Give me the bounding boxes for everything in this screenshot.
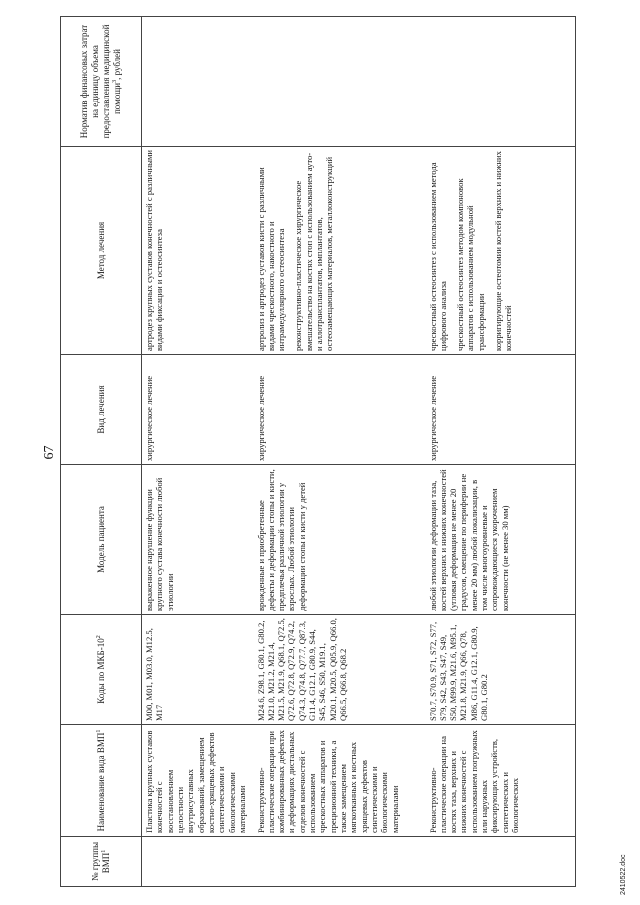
- cell-group: [426, 837, 576, 887]
- cell-group: [254, 837, 426, 887]
- cell-model: выраженное нарушение функции крупного сустава конечности любой этиологии: [142, 465, 254, 615]
- method-item: чрескостный остеосинтез методом компоновок аппаратов с использованием модульной трансформации: [455, 178, 486, 351]
- method-item: реконструктивно-пластическое хирургическое вмешательство на костях стоп с использованием ауто- и аллотрансплантатов, имплантатов, остеозамещающих материалов, металлоконструкций: [293, 152, 335, 351]
- header-codes: Коды по МКБ-$10^2$: [61, 615, 142, 725]
- cell-norm: [254, 17, 426, 147]
- table-row: [254, 17, 426, 887]
- cell-method: [142, 147, 254, 355]
- cell-treatment-type: хирургическое лечение: [142, 355, 254, 465]
- header-norm: Норматив финансовых затрат на единицу объема предоставления медицинской помощи$^3$, рублей: [61, 17, 142, 147]
- cell-codes: M24.6, Z98.1, G80.1, G80.2, M21.0, M21.2, M21.4, M21.5, M21.9, Q68.1, Q72.5, Q72.6, Q72.8, Q72.9, Q74.2, Q74.3, Q74.8, Q77.7, Q87.3, G11.4, G12.1, G80.9, S44, S45, S46, S50, M19.1, M20.1, M20.5, Q05.9, Q66.0, Q66.5, Q66.8, Q68.2: [254, 615, 426, 725]
- header-method: Метод лечения: [61, 147, 142, 355]
- cell-treatment-type: хирургическое лечение: [426, 355, 576, 465]
- method-item: чрескостный остеосинтез с использованием метода цифрового анализа: [427, 162, 448, 351]
- cell-norm: [426, 17, 576, 147]
- header-group: № группы ВМП$^1$: [61, 837, 142, 887]
- table-row: [142, 17, 254, 887]
- method-item: артролиз и артродез суставов кисти с различными видами чрескостного, накостного и интрамедуллярного остеосинтеза: [255, 167, 287, 351]
- footer-filename: 2410522.doc: [620, 854, 627, 895]
- cell-codes: S70.7, S70.9, S71, S72, S77, S79, S42, S43, S47, S49, S50, M99.9, M21.6, M95.1, M21.8, M21.9, Q66, Q78, M86, G11.4, G12.1, G80.9, G80.1, G80.2: [426, 615, 576, 725]
- cell-codes: M00, M01, M03.0, M12.5, M17: [142, 615, 254, 725]
- cell-name: Пластика крупных суставов конечностей с восстановлением целостности внутрисуставных образований, замещением костно-хрящевых дефектов синтетическими и биологическими материалами: [142, 725, 254, 837]
- header-treatment-type: Вид лечения: [61, 355, 142, 465]
- cell-group: [142, 837, 254, 887]
- cell-name: Реконструктивно-пластические операции на костях таза, верхних и нижних конечностей с использованием погружных или наружных фиксирующих устройств, синтетических и биологических: [426, 725, 576, 837]
- cell-model: врожденные и приобретенные дефекты и деформации стопы и кисти, предплечья различной этиологии у взрослых. Любой этиологии деформации стопы и кисти у детей: [254, 465, 426, 615]
- table-row: [426, 17, 576, 887]
- table-header-row: [61, 17, 142, 887]
- cell-treatment-type: хирургическое лечение: [254, 355, 426, 465]
- method-item: артродез крупных суставов конечностей с различными видами фиксации и остеосинтеза: [144, 150, 165, 351]
- method-item: корригирующие остеотомии костей верхних и нижних конечностей: [493, 151, 514, 351]
- cell-name: Реконструктивно-пластические операции при комбинированных дефектах и деформациях дистальных отделов конечностей с использованием чрескостных аппаратов и прецизионной техники, а также замещением мягкотканных и костных хрящевых дефектов синтетическими и биологическими материалами: [254, 725, 426, 837]
- cell-method: [426, 147, 576, 355]
- cell-model: любой этиологии деформации таза, костей верхних и нижних конечностей (угловая деформация не менее 20 градусов, смещение по периферии не менее 20 мм) любой локализации, в том числе многоуровневые и сопровождающиеся укорочением конечности (не менее 30 мм): [426, 465, 576, 615]
- cell-method: [254, 147, 426, 355]
- header-model: Модель пациента: [61, 465, 142, 615]
- cell-norm: [142, 17, 254, 147]
- page-number: 67: [42, 445, 57, 460]
- header-name: Наименование вида ВМП$^1$: [61, 725, 142, 837]
- vmp-table: [60, 16, 576, 887]
